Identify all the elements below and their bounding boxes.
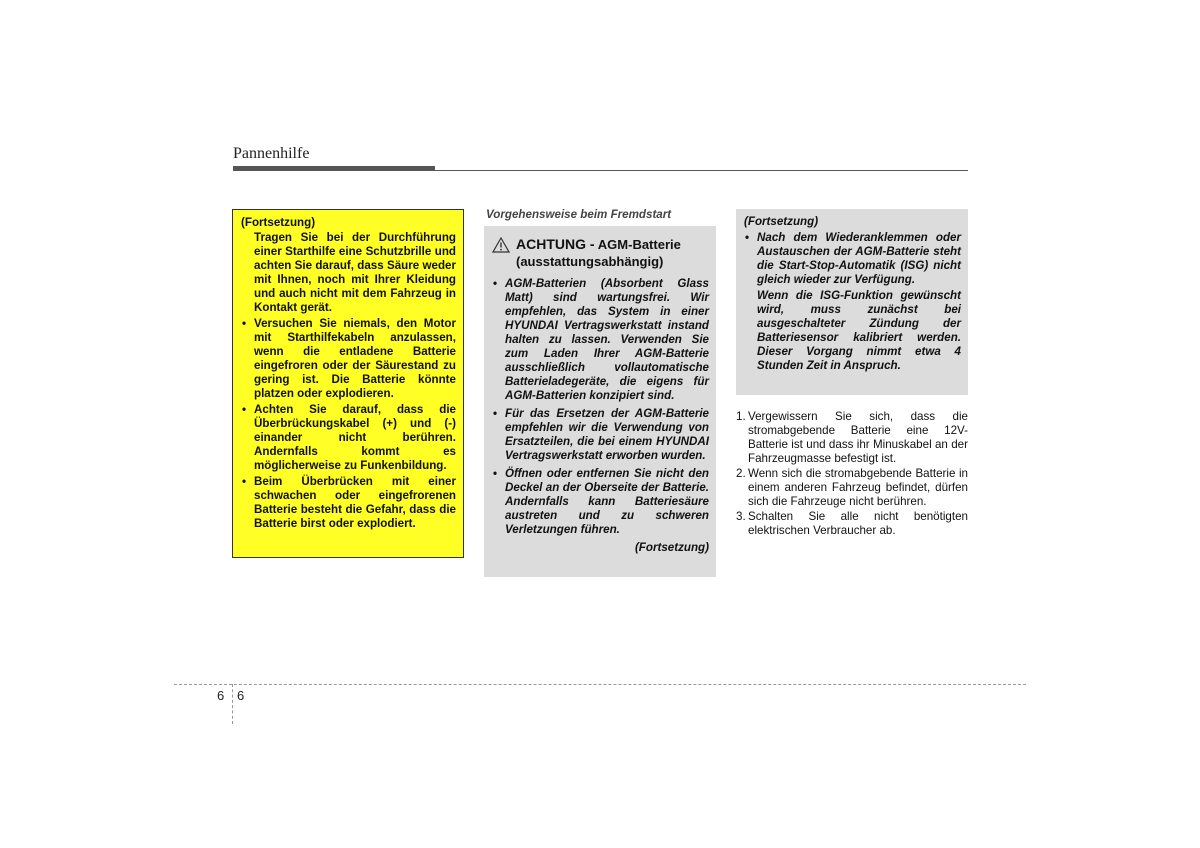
caution-word: ACHTUNG -	[516, 236, 595, 252]
caution-header	[492, 236, 709, 271]
caution-subject: AGM-Batterie	[597, 237, 681, 252]
continuation-end-label: (Fortsetzung)	[634, 541, 709, 554]
step-text: Schalten Sie alle nicht benötigten elektrischen Verbraucher ab.	[748, 510, 968, 537]
page-number: 6	[237, 688, 245, 703]
warning-item: • Beim Überbrücken mit einer schwachen oder eingefrorenen Batterie besteht die Gefahr, dass die Batterie birst oder explodiert.	[241, 475, 456, 531]
step-number: 2.	[736, 467, 746, 480]
procedure-step	[736, 467, 968, 509]
step-text: Wenn sich die stromabgebende Batterie in einem anderen Fahrzeug befindet, dürfen sich die Fahrzeuge nicht berühren.	[748, 467, 968, 508]
procedure-step	[736, 510, 968, 538]
step-number: 3.	[736, 510, 746, 523]
caution-continued-list	[744, 231, 961, 287]
warning-list	[241, 317, 456, 531]
caution-heading	[516, 236, 681, 271]
continuation-label: (Fortsetzung)	[241, 216, 316, 229]
footer-divider	[232, 684, 233, 724]
caution-box	[484, 226, 716, 577]
warning-triangle-icon	[492, 237, 510, 253]
procedure-steps	[736, 410, 968, 539]
footer-rule	[174, 684, 1026, 685]
chapter-number: 6	[217, 688, 225, 703]
section-title: Vorgehensweise beim Fremdstart	[486, 208, 672, 221]
step-text: Vergewissern Sie sich, dass die stromabgebende Batterie eine 12V-Batterie ist und dass ihr Minuskabel an der Fahrzeugmasse befestigt ist.	[748, 410, 968, 465]
caution-list	[492, 277, 709, 537]
caution-item: • Öffnen oder entfernen Sie nicht den Deckel an der Oberseite der Batterie. Andernfalls kann Batteriesäure austreten und zu schweren Verletzungen führen.	[492, 467, 709, 537]
header-rule-thin	[435, 170, 968, 171]
warning-item: • Versuchen Sie niemals, den Motor mit Starthilfekabeln anzulassen, wenn die entladene Batterie eingefroren oder der Säurestand zu gering ist. Die Batterie könnte platzen oder explodieren.	[241, 317, 456, 401]
header-rule-thick	[233, 166, 435, 171]
caution-item: • Für das Ersetzen der AGM-Batterie empfehlen wir die Verwendung von Ersatzteilen, die bei einem HYUNDAI Vertragswerkstatt erworben wurden.	[492, 407, 709, 463]
page-header-title: Pannenhilfe	[233, 145, 310, 162]
caution-continued-item: • Nach dem Wiederanklemmen oder Austauschen der AGM-Batterie steht die Start-Stop-Automatik (ISG) nicht gleich wieder zur Verfügung.	[744, 231, 961, 287]
caution-continued-box	[736, 209, 968, 395]
warning-item: • Achten Sie darauf, dass die Überbrückungskabel (+) und (-) einander nicht berühren. Andernfalls kommt es möglicherweise zu Funkenbildung.	[241, 403, 456, 473]
warning-box	[232, 209, 464, 558]
procedure-step	[736, 410, 968, 466]
caution-item: • AGM-Batterien (Absorbent Glass Matt) sind wartungsfrei. Wir empfehlen, das System in einer HYUNDAI Vertragswerkstatt instand halten zu lassen. Verwenden Sie zum Laden Ihrer AGM-Batterie ausschließlich vollautomatische Batterieladegeräte, die eigens für AGM-Batterien konzipiert sind.	[492, 277, 709, 403]
caution-qualifier: (ausstattungsabhängig)	[516, 254, 664, 269]
warning-intro: Tragen Sie bei der Durchführung einer Starthilfe eine Schutzbrille und achten Sie darauf, dass Säure weder mit Ihnen, noch mit Ihrer Kleidung und auch nicht mit dem Fahrzeug in Kontakt gerät.	[254, 231, 456, 314]
continuation-label: (Fortsetzung)	[744, 215, 819, 228]
caution-continued-para: Wenn die ISG-Funktion gewünscht wird, muss zunächst bei ausgeschalteter Zündung der Batteriesensor kalibriert werden. Dieser Vorgang nimmt etwa 4 Stunden Zeit in Anspruch.	[757, 289, 961, 372]
step-number: 1.	[736, 410, 746, 423]
